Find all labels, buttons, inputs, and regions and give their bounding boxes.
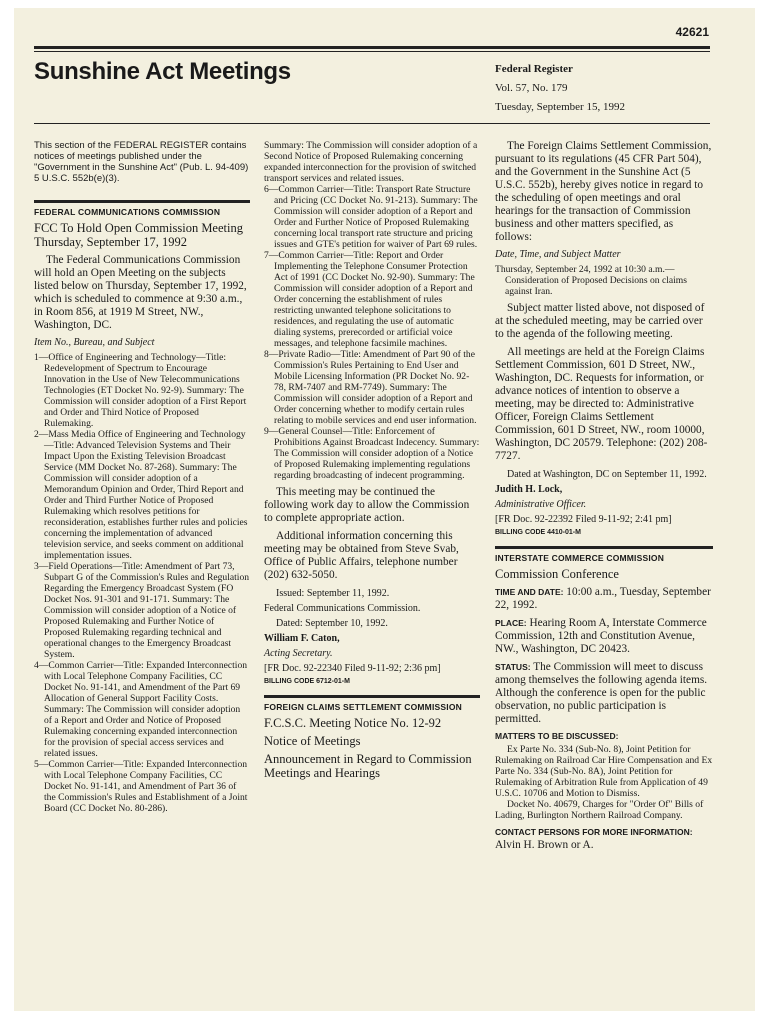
issued-date: Issued: September 11, 1992. bbox=[276, 588, 390, 599]
fcsc-location: All meetings are held at the Foreign Claims Settlement Commission, 601 D Street, NW., Washington, DC. Requests for information, or advance notices of intention to observe a meeting, may be directed to: Administrative Officer, Foreign Claims Settlement Commission, 601 D Street, NW., room 10000, Washington, DC 20579. Telephone: (202) 208-7727. bbox=[495, 345, 708, 462]
icc-time bbox=[495, 586, 713, 612]
signer-name: William F. Caton, bbox=[264, 633, 340, 644]
list-item: 2—Mass Media Office of Engineering and Technology—Title: Advanced Television Systems and Their Impact Upon the Existing Television Broadcast Service (MM Docket No. 87-268). Summary: The Commission will consider adoption of a Memorandum Opinion and Order, Third Report and Order and Third Further Notice of Proposed Rulemaking which resolves petitions for reconsideration, establishes further rules and policies concerning the implementation of advanced television service, and seeks comment on additional implementation issues. bbox=[34, 428, 248, 561]
dated-line: Dated at Washington, DC on September 11, 1992. bbox=[507, 468, 707, 480]
fr-doc: [FR Doc. 92-22392 Filed 9-11-92; 2:41 pm] bbox=[495, 513, 672, 525]
list-item: 8—Private Radio—Title: Amendment of Part 90 of the Commission's Rules Pertaining to End User and Mobile Licensing Information (PR Docket No. 92-78, RM-7407 and RM-7749). Summary: The Commission will consider adoption of a Report and Order concerning whether to modify certain rules relating to mobile services and end user information. bbox=[264, 349, 477, 426]
place-label: PLACE: bbox=[495, 617, 527, 628]
top-rule bbox=[34, 46, 710, 49]
page-number: 42621 bbox=[675, 25, 709, 39]
status-text: The Commission will meet to discuss among themselves the following agenda items. Although the conference is open for the public observation, no public participation is permitted. bbox=[495, 660, 708, 725]
fr-doc: [FR Doc. 92-22340 Filed 9-11-92; 2:36 pm] bbox=[264, 663, 441, 674]
intro-text: This section of the FEDERAL REGISTER contains notices of meetings published under the "Government in the Sunshine Act" (Pub. L. 94-409) 5 U.S.C. 552b(e)(3). bbox=[34, 140, 249, 184]
issuing-org: Federal Communications Commission. bbox=[264, 603, 421, 614]
fcc-headline: FCC To Hold Open Commission Meeting Thursday, September 17, 1992 bbox=[34, 221, 243, 249]
list-item: 5—Common Carrier—Title: Expanded Interconnection with Local Telephone Company Facilities, CC Docket No. 91-141, and Amendment of Part 36 of the Commission's Rules and Establishment of a Joint Board (CC Docket No. 80-286). bbox=[34, 758, 248, 814]
place-text: Hearing Room A, Interstate Commerce Commission, 12th and Constitution Avenue, NW., Washington, DC 20423. bbox=[495, 616, 707, 655]
volume: Vol. 57, No. 179 bbox=[495, 82, 568, 94]
fcc-list-heading: Item No., Bureau, and Subject bbox=[34, 337, 155, 348]
fcsc-notice-type: Notice of Meetings bbox=[264, 734, 361, 748]
list-item: 7—Common Carrier—Title: Report and Order Implementing the Telephone Consumer Protection Act of 1991 (CC Docket No. 92-90). Summary: The Commission will consider adoption of a Report and Order concerning the establishment of rules restricting unwanted telephone solicitations to residences, and regulating the use of automatic dialing systems, prerecorded or artificial voice messages, and telephone facsimile machines. bbox=[264, 250, 475, 349]
contact-text: Additional information concerning this meeting may be obtained from Steve Svab, Office of Public Affairs, telephone number (202) 632-5050. bbox=[264, 530, 459, 581]
fcsc-notice: F.C.S.C. Meeting Notice No. 12-92 bbox=[264, 716, 442, 730]
fcsc-body: The Foreign Claims Settlement Commission, pursuant to its regulations (45 CFR Part 504), and the Government in the Sunshine Act (5 U.S.C. 552b), hereby gives notice in regard to the scheduling of open meetings and oral hearings for the transaction of Commission business and other matters specified, as follows: bbox=[495, 140, 712, 243]
contact-text: Alvin H. Brown or A. bbox=[495, 838, 594, 851]
publication-info bbox=[495, 60, 625, 117]
list-item: 3—Field Operations—Title: Amendment of Part 73, Subpart G of the Commission's Rules and Regulation Regarding the Emergency Broadcast System (FO Docket Nos. 91-301 and 91-171. Summary: The Commission will consider adoption of a Notice of Proposed Rulemaking and Further Notice of Proposed Rulemaking regarding technical and operational changes to the Emergency Broadcast System. bbox=[34, 560, 250, 660]
list-item: Summary: The Commission will consider adoption of a Second Notice of Proposed Rulemaking concerning expanded interconnection for the provision of switched transport services and related issues. bbox=[264, 140, 478, 184]
page-title: Sunshine Act Meetings bbox=[34, 58, 291, 85]
fcsc-carryover: Subject matter listed above, not disposed of at the scheduled meeting, may be carried over to the agenda of the following meeting. bbox=[495, 301, 705, 340]
fcsc-announcement: Announcement in Regard to Commission Meetings and Hearings bbox=[264, 752, 472, 780]
billing-code: BILLING CODE 4410-01-M bbox=[495, 528, 581, 536]
list-item: 9—General Counsel—Title: Enforcement of Prohibitions Against Broadcast Indecency. Summary: The Commission will consider adoption of a Notice of Proposed Rulemaking implementing regulations regarding broadcasting of indecent programming. bbox=[264, 426, 480, 481]
fcsc-schedule-heading: Date, Time, and Subject Matter bbox=[495, 249, 621, 260]
column-3 bbox=[495, 140, 713, 857]
column-1 bbox=[34, 140, 250, 814]
signer-name: Judith H. Lock, bbox=[495, 483, 563, 495]
agency-fcc: FEDERAL COMMUNICATIONS COMMISSION bbox=[34, 200, 250, 217]
matters-item: Ex Parte No. 334 (Sub-No. 8), Joint Petition for Rulemaking on Railroad Car Hire Compensation and Ex Parte No. 334 (Sub-No. 8A), Joint Petition for Rulemaking of Arbitration Rule from Application of 49 U.S.C. 10706 and Motion to Dismiss. bbox=[495, 743, 713, 799]
list-item: 1—Office of Engineering and Technology—Title: Redevelopment of Spectrum to Encourage Innovation in the Use of New Telecommunications Technologies (ET Docket No. 92-9). Summary: The Commission will consider adoption of a First Report and Order and Third Notice of Proposed Rulemaking. bbox=[34, 351, 247, 429]
matters-label: MATTERS TO BE DISCUSSED: bbox=[495, 730, 619, 741]
icc-headline: Commission Conference bbox=[495, 566, 619, 581]
list-item: 4—Common Carrier—Title: Expanded Interconnection with Local Telephone Company Facilities, CC Docket No. 91-141, and Amendment of the Part 69 Allocation of General Support Facility Costs. Summary: The Commission will consider adoption of a Report and Order and Notice of Proposed Rulemaking concerning expanded interconnection for the provision of special access services and related issues. bbox=[34, 659, 248, 759]
status-label: STATUS: bbox=[495, 661, 531, 672]
contact-label: CONTACT PERSONS FOR MORE INFORMATION: bbox=[495, 826, 693, 837]
agency-fcsc: FOREIGN CLAIMS SETTLEMENT COMMISSION bbox=[264, 695, 480, 712]
icc-status bbox=[495, 661, 713, 726]
icc-contact bbox=[495, 826, 713, 852]
agency-icc: INTERSTATE COMMERCE COMMISSION bbox=[495, 546, 713, 563]
issue-date: Tuesday, September 15, 1992 bbox=[495, 101, 625, 113]
top-rule-thin bbox=[34, 51, 710, 52]
time-text: 10:00 a.m., Tuesday, September 22, 1992. bbox=[495, 585, 711, 611]
column-2 bbox=[264, 140, 480, 780]
publication-name: Federal Register bbox=[495, 63, 573, 75]
continuation-text: This meeting may be continued the following work day to allow the Commission to complete appropriate action. bbox=[264, 486, 470, 524]
fcc-body: The Federal Communications Commission will hold an Open Meeting on the subjects listed below on Thursday, September 17, 1992, which is scheduled to commence at 9:30 a.m., in Room 856, at 1919 M Street, NW., Washington, DC. bbox=[34, 254, 247, 331]
icc-place bbox=[495, 617, 713, 656]
time-label: TIME AND DATE: bbox=[495, 586, 564, 597]
billing-code: BILLING CODE 6712-01-M bbox=[264, 678, 350, 685]
document-page bbox=[14, 8, 755, 1011]
header-bottom-rule bbox=[34, 123, 710, 124]
dated-line: Dated: September 10, 1992. bbox=[276, 618, 388, 629]
signer-title: Acting Secretary. bbox=[264, 648, 333, 659]
matters-item: Docket No. 40679, Charges for "Order Of" Bills of Lading, Burlington Northern Railroad Company. bbox=[495, 798, 704, 821]
signer-title: Administrative Officer. bbox=[495, 498, 587, 510]
list-item: 6—Common Carrier—Title: Transport Rate Structure and Pricing (CC Docket No. 91-213). Summary: The Commission will consider adoption of a Report and Order and Further Notice of Proposed Rulemaking concerning local transport rate structure and pricing issues and GTE's petition for waiver of Part 69 rules. bbox=[264, 184, 478, 250]
fcsc-schedule-item: Thursday, September 24, 1992 at 10:30 a.m.—Consideration of Proposed Decisions on claims against Iran. bbox=[495, 263, 687, 297]
